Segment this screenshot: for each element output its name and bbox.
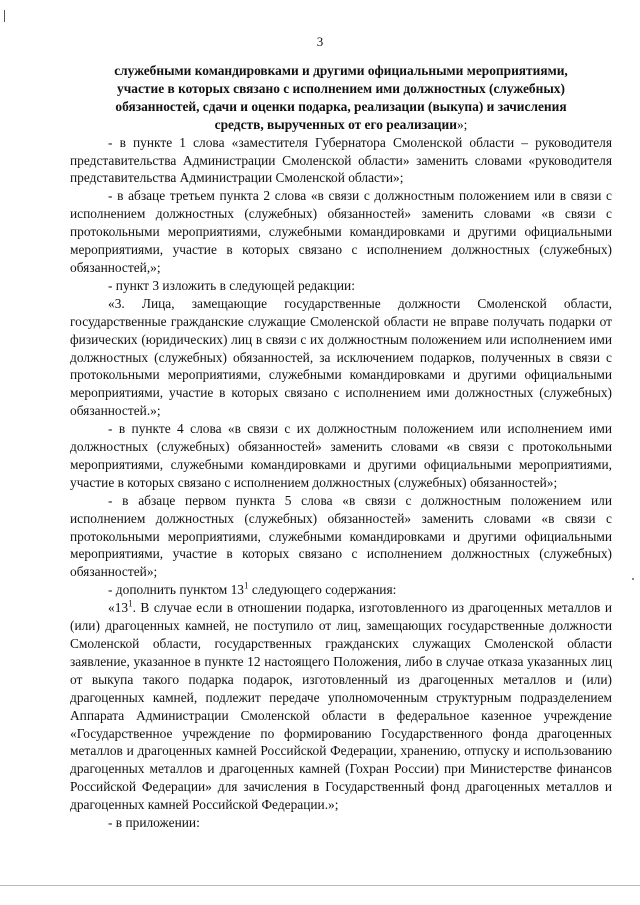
p8-superscript: 1 bbox=[128, 598, 133, 609]
paragraph-amend-point-5: - в абзаце первом пункта 5 слова «в связи с должностным положением или исполнением должностных (служебных) обязанностей» заменить словами «в связи с протокольными мероприятиями, служебными командировками и другими официальными мероприятиями, участие в которых связано с исполнением должностных (служебных) обязанностей»; bbox=[70, 492, 612, 580]
p7-before: - дополнить пунктом 13 bbox=[108, 582, 245, 598]
paragraph-point-13-1-text bbox=[70, 599, 612, 814]
paragraph-point-3-text: «3. Лица, замещающие государственные должности Смоленской области, государственные гражданские служащие Смоленской области не вправе получать подарки от физических (юридических) лиц в связи с их должностным положением или исполнением ими должностных (служебных) обязанностей, за исключением подарков, полученных в связи с протокольными мероприятиями, служебными командировками и другими официальными мероприятиями, участие в которых связано с исполнением ими должностных (служебных) обязанностей.»; bbox=[70, 295, 612, 419]
scan-bottom-edge bbox=[0, 885, 640, 886]
heading-line-2: участие в которых связано с исполнением ими должностных (служебных) bbox=[117, 80, 565, 96]
p7-after: следующего содержания: bbox=[248, 582, 397, 598]
scan-speck bbox=[632, 578, 634, 580]
document-body bbox=[70, 62, 612, 832]
paragraph-amend-point-3-intro: - пункт 3 изложить в следующей редакции: bbox=[108, 277, 355, 293]
paragraph-amend-point-4: - в пункте 4 слова «в связи с их должностным положением или исполнением ими должностных (служебных) обязанностей» заменить словами «в связи с протокольными мероприятиями, служебными командировками и другими официальными мероприятиями, участие в которых связано с исполнением должностных (служебных) обязанностей»; bbox=[70, 421, 612, 490]
paragraph-add-point-13-1 bbox=[70, 581, 612, 599]
heading-line-4 bbox=[70, 116, 612, 134]
p8-before: «13 bbox=[108, 600, 129, 616]
scan-edge-mark bbox=[4, 10, 5, 22]
heading-tail: »; bbox=[456, 116, 468, 132]
paragraph-amend-point-2: - в абзаце третьем пункта 2 слова «в связи с должностным положением или в связи с исполнением должностных (служебных) обязанностей» заменить словами «в связи с протокольными мероприятиями, служебными командировками и другими официальными мероприятиями, участие в которых связано с исполнением должностных (служебных) обязанностей,»; bbox=[70, 188, 612, 275]
heading-last-text: средств, вырученных от его реализации bbox=[214, 116, 457, 132]
paragraph-amend-point-1: - в пункте 1 слова «заместителя Губернатора Смоленской области – руководителя представительства Администрации Смоленской области» заменить словами «руководителя представительства Администрации Смоленской области»; bbox=[70, 134, 612, 186]
heading-line-3: обязанностей, сдачи и оценки подарка, реализации (выкупа) и зачисления bbox=[115, 98, 567, 114]
page-number: 3 bbox=[316, 34, 324, 49]
paragraph-appendix-intro: - в приложении: bbox=[108, 815, 200, 831]
heading-line-1: служебными командировками и другими официальными мероприятиями, bbox=[114, 63, 568, 78]
p8-after: . В случае если в отношении подарка, изготовленного из драгоценных металлов и (или) драгоценных камней, не поступило от лиц, замещающих государственные должности Смоленской области, государственных гражданских служащих Смоленской области заявление, указанное в пункте 12 настоящего Положения, либо в случае отказа указанных лиц от выкупа такого подарка подарок, изготовленный из драгоценных металлов и (или) драгоценных камней, подлежит передаче уполномоченным структурным подразделением Аппарата Администрации Смоленской области в федеральное казенное учреждение «Государственное учреждение по формированию Государственного фонда драгоценных металлов и драгоценных камней Российской Федерации, хранению, отпуску и использованию драгоценных металлов и драгоценных камней (Гохран России) при Министерстве финансов Российской Федерации» для зачисления в Государственный фонд драгоценных металлов и драгоценных камней Российской Федерации.»; bbox=[70, 600, 612, 813]
p7-superscript: 1 bbox=[244, 580, 249, 591]
